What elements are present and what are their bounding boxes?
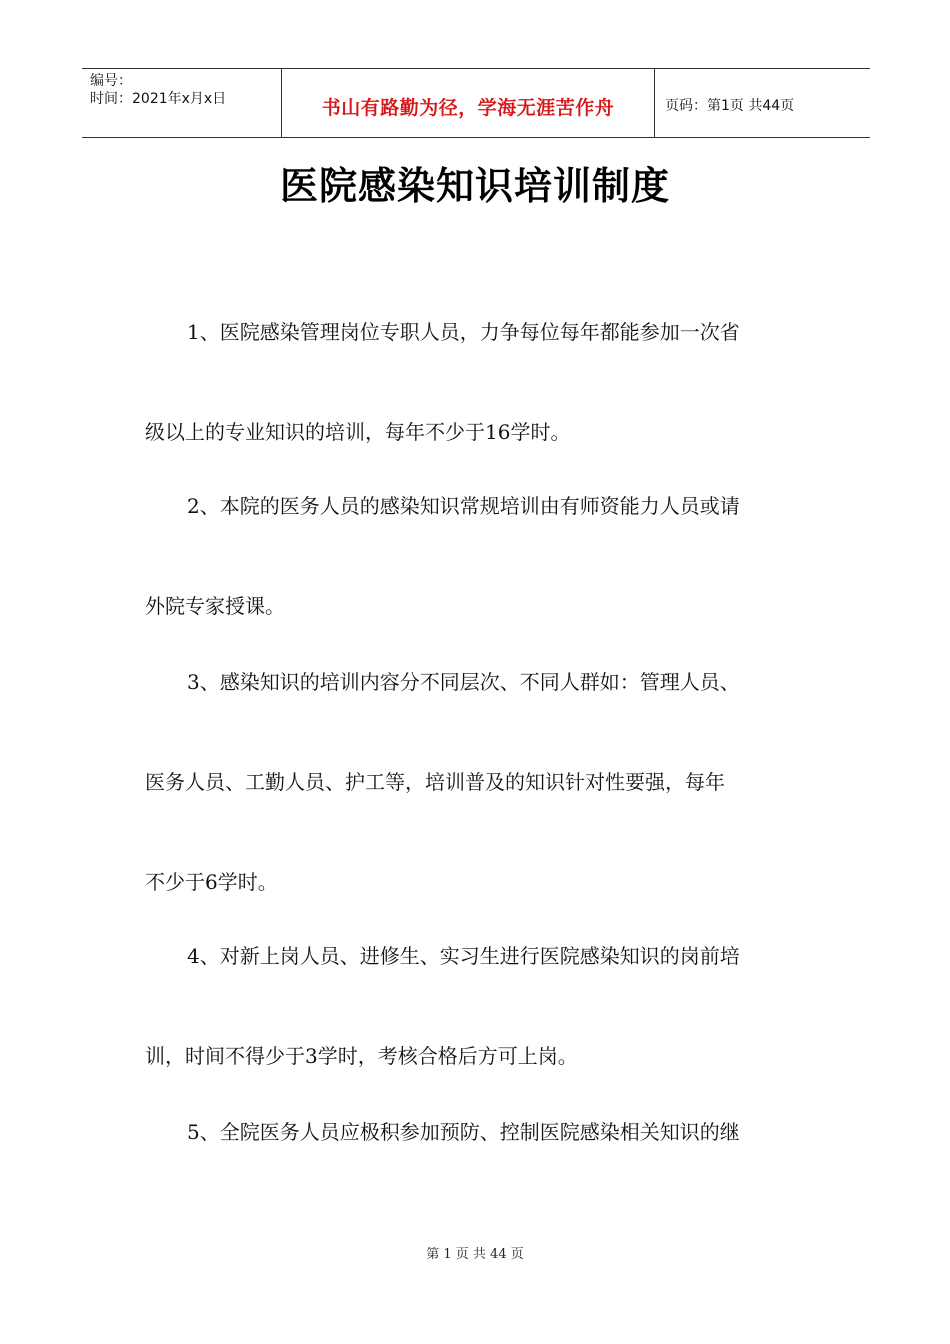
time-label: 时间：2021年x月x日 [90, 91, 227, 107]
body-line-9: 训，时间不得少于3学时，考核合格后方可上岗。 [145, 1044, 578, 1068]
body-line-1: 1、医院感染管理岗位专职人员，力争每位每年都能参加一次省 [187, 320, 740, 344]
body-line-8: 4、对新上岗人员、进修生、实习生进行医院感染知识的岗前培 [187, 944, 740, 968]
number-label: 编号： [90, 73, 132, 89]
page-footer: 第 1 页 共 44 页 [426, 1247, 524, 1262]
body-line-3: 2、本院的医务人员的感染知识常规培训由有师资能力人员或请 [187, 494, 740, 518]
body-line-5: 3、感染知识的培训内容分不同层次、不同人群如：管理人员、 [187, 670, 740, 694]
body-line-4: 外院专家授课。 [145, 594, 285, 618]
page-code: 页码：第1页 共44页 [665, 98, 795, 114]
motto-text: 书山有路勤为径，学海无涯苦作舟 [321, 97, 615, 119]
body-line-7: 不少于6学时。 [145, 870, 278, 894]
body-line-2: 级以上的专业知识的培训，每年不少于16学时。 [145, 420, 571, 444]
document-title: 医院感染知识培训制度 [279, 164, 670, 208]
body-line-10: 5、全院医务人员应极积参加预防、控制医院感染相关知识的继 [187, 1120, 740, 1144]
body-line-6: 医务人员、工勤人员、护工等，培训普及的知识针对性要强，每年 [145, 770, 725, 794]
